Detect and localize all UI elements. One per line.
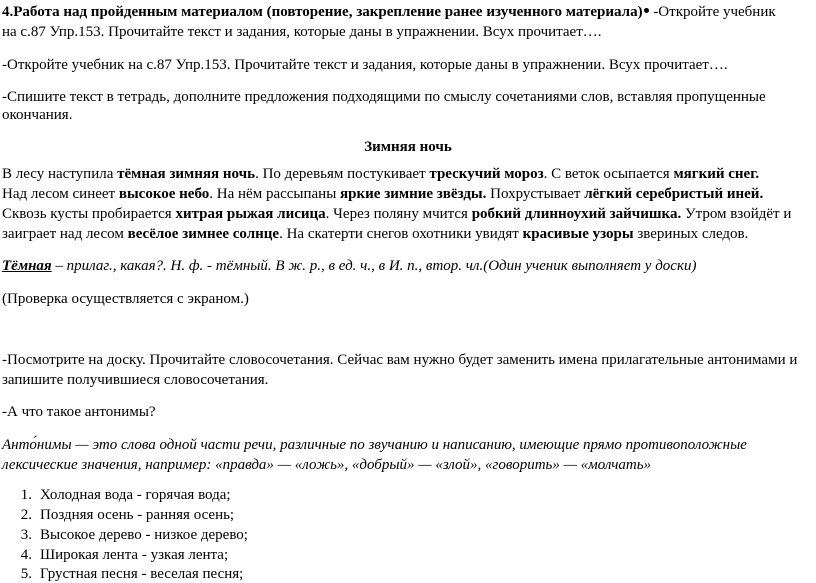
paragraph-open-textbook: -Откройте учебник на с.87 Упр.153. Прочитайте текст и задания, которые даны в упражнении. Всух прочитает….: [2, 57, 728, 73]
board-line-1: -Посмотрите на доску. Прочитайте словосочетания. Сейчас вам нужно будет заменить имена прилагательные антонимами и: [2, 352, 798, 368]
list-item: [14, 506, 234, 524]
story-phrase: высокое небо: [118, 186, 210, 202]
story-phrase: хитрая рыжая лисица: [175, 206, 326, 222]
story-line-4: [2, 225, 748, 243]
list-number: 5.: [20, 566, 32, 582]
story-phrase: весёлое зимнее солнце: [127, 226, 280, 242]
list-item: [14, 486, 231, 504]
section-heading: 4.Работа над пройденным материалом (повторение, закрепление ранее изученного материала): [2, 4, 643, 20]
story-phrase: тёмная зимняя ночь: [117, 166, 256, 182]
list-item: [14, 565, 243, 583]
list-number: 1.: [20, 487, 32, 503]
board-line-2: запишите получившиеся словосочетания.: [2, 372, 269, 388]
definition-line-2: лексические значения, например: «правда» — «ложь», «добрый» — «злой», «говорить» — «молчать»: [2, 457, 652, 473]
bullet-dot-icon: [644, 8, 649, 13]
story-phrase: мягкий снег.: [673, 166, 760, 182]
story-text: заиграет над лесом: [2, 226, 128, 242]
story-text: Утром взойдёт и: [681, 206, 792, 222]
story-text: . С веток осыпается: [543, 166, 674, 182]
story-text: . На скатерти снегов охотники увидят: [279, 226, 523, 242]
story-line-1: [2, 165, 759, 183]
section-line-2: на с.87 Упр.153. Прочитайте текст и задания, которые даны в упражнении. Всух прочитает….: [2, 24, 602, 40]
story-phrase: робкий длинноухий зайчишка.: [471, 206, 682, 222]
story-phrase: лёгкий серебристый иней.: [584, 186, 764, 202]
section-heading-tail: -Откройте учебник: [649, 4, 776, 20]
section-heading-line: [2, 3, 776, 21]
list-number: 3.: [20, 527, 32, 543]
question-line: -А что такое антонимы?: [2, 404, 156, 420]
parse-word: Тёмная: [2, 258, 52, 274]
list-text: Грустная песня - веселая песня;: [40, 566, 244, 582]
story-line-3: [2, 205, 791, 223]
story-phrase: трескучий мороз: [429, 166, 544, 182]
story-text: . Через поляну мчится: [325, 206, 472, 222]
story-text: . По деревьям постукивает: [255, 166, 430, 182]
list-item: [14, 526, 248, 544]
story-text: В лесу наступила: [2, 166, 118, 182]
list-text: Высокое дерево - низкое дерево;: [40, 527, 248, 543]
story-text: Похрустывает: [486, 186, 585, 202]
story-text: звериных следов.: [633, 226, 749, 242]
story-phrase: красивые узоры: [522, 226, 634, 242]
definition-line-1: Анто́нимы — это слова одной части речи, различные по звучанию и написанию, имеющие прямо противоположные: [2, 437, 747, 453]
story-text: Сквозь кусты пробирается: [2, 206, 176, 222]
check-note: (Проверка осуществляется с экраном.): [2, 291, 249, 307]
story-phrase: яркие зимние звёзды.: [340, 186, 487, 202]
list-number: 2.: [20, 507, 32, 523]
story-text: . На нём рассыпаны: [209, 186, 341, 202]
list-number: 4.: [20, 547, 32, 563]
word-parse-line: [2, 257, 696, 275]
list-text: Холодная вода - горячая вода;: [40, 487, 231, 503]
story-text: Над лесом синеет: [2, 186, 119, 202]
parse-rest: – прилаг., какая?. Н. ф. - тёмный. В ж. р., в ед. ч., в И. п., втор. чл.(Один ученик выполняет у доски): [51, 258, 697, 274]
story-line-2: [2, 185, 763, 203]
list-text: Широкая лента - узкая лента;: [40, 547, 229, 563]
paragraph-copy-line-1: -Спишите текст в тетрадь, дополните предложения подходящими по смыслу сочетаниями слов, вставляя пропущенные: [2, 89, 766, 105]
list-text: Поздняя осень - ранняя осень;: [40, 507, 235, 523]
paragraph-copy-line-2: окончания.: [2, 107, 73, 123]
text-title: Зимняя ночь: [364, 139, 452, 155]
list-item: [14, 546, 228, 564]
